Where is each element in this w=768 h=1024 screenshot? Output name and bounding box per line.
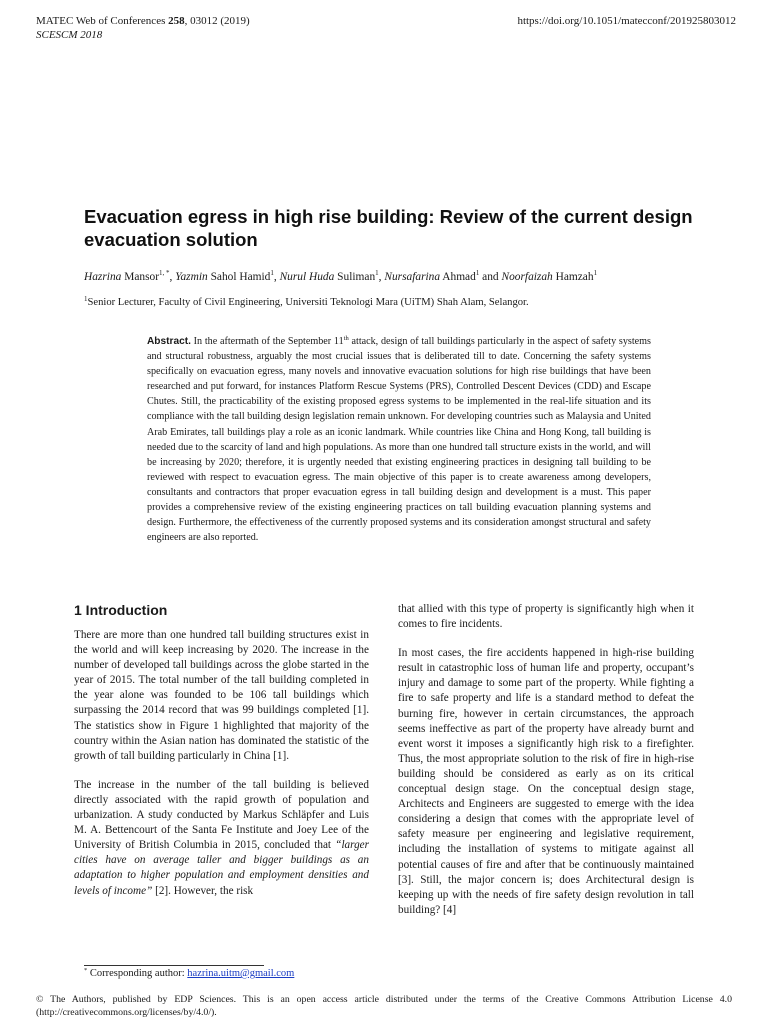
author: Hazrina Mansor$^{1, *}$ — [84, 269, 170, 283]
paragraph: There are more than one hundred tall building structures exist in the world and will keep increasing by 2020. The increase in the number of developed tall buildings across the globe started in the year of 2015. The total number of the tall building completed in the year alone was founded to be 106 tall buildings which surpassing the 2014 record that was 99 buildings completed [1]. The statistics show in Figure 1 highlighted that majority of the country within the Asian nation has dominated the statistic of the growth of tall building particularly in China [1]. — [74, 629, 369, 762]
body-column-left — [74, 628, 369, 913]
corresponding-email-link[interactable]: hazrina.uitm@gmail.com — [187, 968, 295, 979]
footnote: * Corresponding author: hazrina.uitm@gmail.com — [84, 967, 295, 979]
venue-prefix: MATEC Web of Conferences — [36, 15, 166, 27]
footnote-divider — [84, 965, 264, 966]
paragraph: In most cases, the fire accidents happened in high-rise building result in catastrophic loss of human life and property, occupant’s injury and damage to some part of the property. While fighting a fire to safe property and life is a standard method to defeat the burning fire, however in certain circumstances, the approach seems ineffective as part of the property have already burnt and event worst it imposes a significantly high risk to a firefighter. Thus, the most appropriate solution to the risk of fire in high-rise building should be considered as early as on its critical conceptual design stage. On the conceptual design stage, Architects and Engineers are suggested to emerge with the idea considering a design that comes with the appropriate level of safety measure per engineering and legislative requirement, including the installation of systems to mitigate against all potential causes of fire and after that be continuously maintained [3]. Still, the major concern is; does Architectural design is keeping up with the needs of fire safety design revolution in tall building? [4] — [398, 647, 694, 916]
affiliation: $^1$Senior Lecturer, Faculty of Civil Engineering, Universiti Teknologi Mara (UiTM) Shah Alam, Selangor. — [84, 295, 529, 308]
running-header-left — [36, 14, 250, 42]
author: Noorfaizah Hamzah$^1$ — [501, 269, 598, 283]
author: Nurul Huda Suliman$^1$ — [279, 269, 379, 283]
body-column-right — [398, 602, 694, 932]
quotation: “larger cities have on average taller and bigger buildings as an adaptation to higher population and employment densities and levels of income” — [74, 839, 369, 897]
paragraph: The increase in the number of the tall building is believed directly associated with the rapid growth of population and urbanization. A study conducted by Markus Schläpfer and Luis M. A. Bettencourt of the Santa Fe Institute and Joey Lee of the University of British Columbia in 2015, concluded that “larger cities have on average taller and bigger buildings as an adaptation to higher population and employment densities and levels of income” [2]. However, the risk — [74, 778, 369, 897]
doi-link[interactable]: https://doi.org/10.1051/matecconf/201925803012 — [517, 15, 736, 27]
conference-venue — [36, 14, 250, 28]
paper-title: Evacuation egress in high rise building: Review of the current design evacuation solution — [84, 206, 693, 250]
volume-number: 258 — [168, 15, 185, 27]
abstract: Abstract. In the aftermath of the September 11th attack, design of tall buildings particularly in the aspect of safety systems and structural robustness, arguably the most crucial issues that is deliberated till to date. Concerning the safety systems specifically on evacuation egress, many novels and innovative evacuation solutions for high rise buildings that have been researched and put forward, for instances Platform Rescue Systems (PRS), Controlled Descent Devices (CDD) and Escape Chutes. Still, the practicability of the existing proposed egress systems to be implemented in the real-life situation and its compliance with the tall building design legislation remain unknown. For developing countries such as Malaysia and United Arab Emirates, tall buildings play a role as an iconic landmark. While countries like China and Hong Kong, tall building is needed due to the scarcity of land and high populations. As more than one hundred tall structure exists in the world, and will be increasing by 2020; therefore, it is urgently needed that existing engineering practices in designing tall building to be reviewed with respect to evacuation egress. The main objective of this paper is to create awareness among developers, consultants and contractors that proper evacuation egress in tall building design and development is a must. This paper provides a comprehensive review of the existing engineering practices on tall building evacuation planning systems and design. Furthermore, the effectiveness of the currently proposed systems and its consideration amongst structural and safety engineers are also reported. — [147, 335, 651, 544]
license-notice: © The Authors, published by EDP Sciences. This is an open access article distributed under the terms of the Creative Commons Attribution License 4.0 (http://creativecommons.org/licenses/by/4.0/). — [36, 994, 732, 1018]
article-year: , 03012 (2019) — [184, 15, 250, 27]
conference-name: SCESCM 2018 — [36, 29, 103, 41]
author: Yazmin Sahol Hamid$^1$ — [175, 269, 274, 283]
author-list: Hazrina Mansor$^{1, *}$, Yazmin Sahol Hamid$^1$, Nurul Huda Suliman$^1$, Nursafarina Ahmad$^1$ and Noorfaizah Hamzah$^1$ — [84, 269, 598, 283]
abstract-label: Abstract. — [147, 336, 191, 347]
paragraph: that allied with this type of property is significantly high when it comes to fire incidents. — [398, 603, 694, 631]
author: Nursafarina Ahmad$^1$ — [384, 269, 480, 283]
section-heading: 1 Introduction — [74, 602, 168, 618]
